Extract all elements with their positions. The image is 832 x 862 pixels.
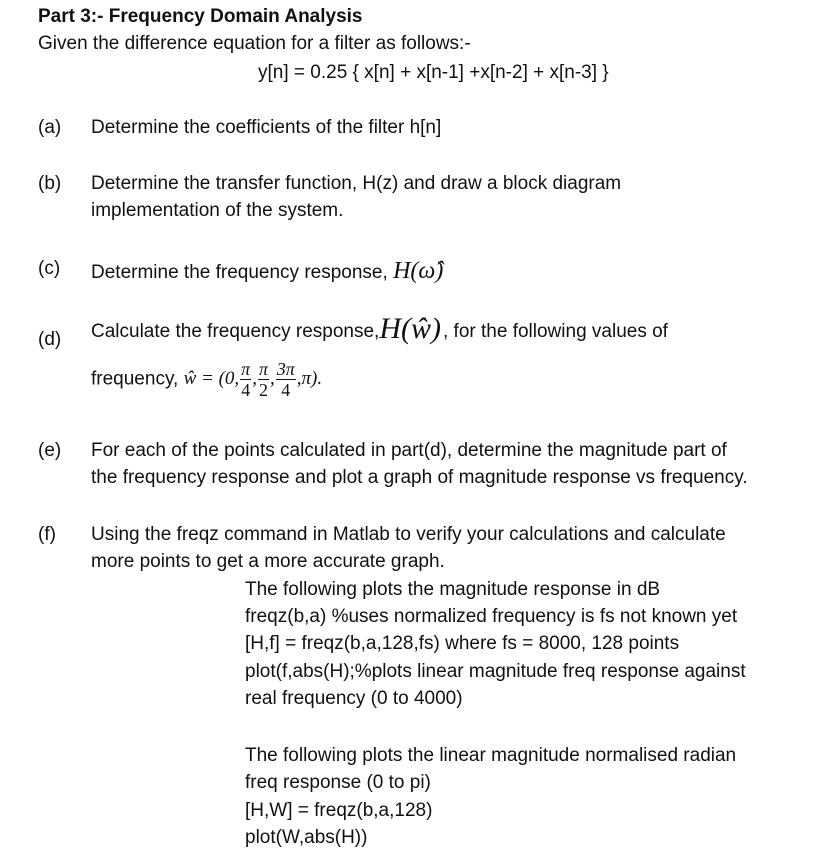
code-2-line-2: freq response (0 to pi)	[245, 772, 431, 793]
item-f-label: (f)	[38, 524, 56, 545]
code-1-line-1: The following plots the magnitude response in dB	[245, 579, 661, 600]
page-title: Part 3:- Frequency Domain Analysis	[38, 6, 363, 27]
fraction-numerator: π	[258, 359, 268, 379]
code-1-line-3: [H,f] = freqz(b,a,128,fs) where fs = 8000, 128 points	[245, 633, 680, 654]
item-a-text: Determine the coefficients of the filter h[n]	[91, 117, 442, 138]
fraction-pi-2	[258, 360, 269, 399]
fraction-denominator: 2	[258, 380, 268, 400]
frequency-set-lhs: ŵ = (0,	[183, 367, 240, 389]
fraction-denominator: 4	[241, 380, 251, 400]
code-2-line-4: plot(W,abs(H))	[245, 827, 368, 848]
fraction-numerator: 3π	[276, 359, 295, 379]
fraction-pi-4	[240, 360, 251, 399]
item-c-label: (c)	[38, 258, 61, 279]
item-d-text-after: , for the following values of	[443, 321, 668, 342]
item-d-line-1	[91, 312, 668, 346]
item-d-line-2	[91, 360, 322, 399]
item-e-line-1: For each of the points calculated in part(d), determine the magnitude part of	[91, 440, 727, 461]
item-e-label: (e)	[38, 440, 62, 461]
intro-text: Given the difference equation for a filter as follows:-	[38, 33, 471, 54]
item-d-text-before: Calculate the frequency response,	[91, 321, 380, 342]
item-c-text: Determine the frequency response,	[91, 262, 394, 283]
item-a-label: (a)	[38, 117, 62, 138]
item-f-line-1: Using the freqz command in Matlab to verify your calculations and calculate	[91, 524, 726, 545]
item-f-line-2: more points to get a more accurate graph.	[91, 551, 445, 572]
item-c-line	[91, 258, 443, 285]
item-d-math: H(ŵ)	[379, 312, 441, 345]
item-b-line-2: implementation of the system.	[91, 200, 344, 221]
code-2-line-3: [H,W] = freqz(b,a,128)	[245, 800, 433, 821]
item-d-label: (d)	[38, 329, 62, 350]
item-b-label: (b)	[38, 173, 62, 194]
item-e-line-2: the frequency response and plot a graph of magnitude response vs frequency.	[91, 467, 748, 488]
frequency-set-tail: ,π).	[296, 367, 323, 389]
difference-equation: y[n] = 0.25 { x[n] + x[n-1] +x[n-2] + x[n-3] }	[258, 62, 609, 83]
code-1-line-4: plot(f,abs(H);%plots linear magnitude freq response against	[245, 661, 746, 682]
item-c-math: H(ω̂)	[393, 258, 444, 284]
fraction-3pi-4	[276, 360, 296, 399]
fraction-denominator: 4	[281, 380, 291, 400]
item-b-line-1: Determine the transfer function, H(z) and draw a block diagram	[91, 173, 622, 194]
code-2-line-1: The following plots the linear magnitude normalised radian	[245, 745, 737, 766]
fraction-numerator: π	[241, 359, 251, 379]
code-1-line-2: freqz(b,a) %uses normalized frequency is fs not known yet	[245, 606, 738, 627]
item-d-frequency-prefix: frequency,	[91, 368, 184, 390]
code-1-line-5: real frequency (0 to 4000)	[245, 688, 463, 709]
frequency-set: ŵ = (0, $\frac{\pi}{4}$ , $\frac{\pi}{2}$ , $\frac{3\pi}{4}$ ,π).	[183, 359, 323, 400]
